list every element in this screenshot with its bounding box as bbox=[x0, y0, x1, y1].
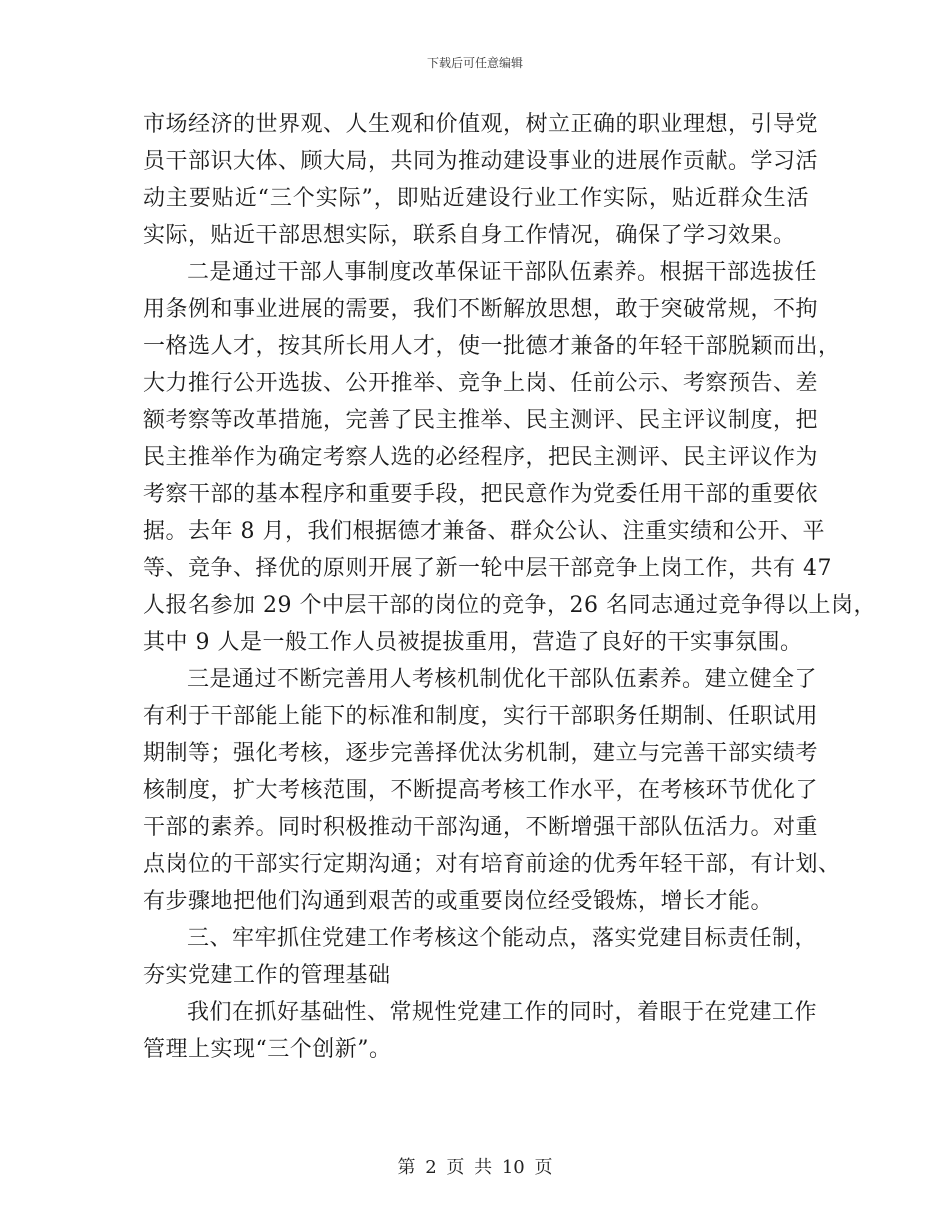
text-line: 用条例和事业进展的需要，我们不断解放思想，敢于突破常规，不拘 bbox=[143, 297, 819, 322]
page-header-note: 下载后可任意编辑 bbox=[426, 56, 523, 70]
text-line: 管理上实现“三个创新”。 bbox=[143, 1037, 392, 1062]
text-line: 我们在抓好基础性、常规性党建工作的同时，着眼于在党建工作 bbox=[187, 1000, 818, 1025]
text-line: 三、牢牢抓住党建工作考核这个能动点，落实党建目标责任制， bbox=[187, 926, 818, 951]
text-line: 有利于干部能上能下的标准和制度，实行干部职务任期制、任职试用 bbox=[143, 704, 819, 729]
text-line: 一格选人才，按其所长用人才，使一批德才兼备的年轻干部脱颖而出， bbox=[143, 334, 841, 359]
text-line: 二是通过干部人事制度改革保证干部队伍素养。根据干部选拔任 bbox=[187, 260, 818, 285]
text-line: 期制等；强化考核，逐步完善择优汰劣机制，建立与完善干部实绩考 bbox=[143, 741, 819, 766]
text-line: 三是通过不断完善用人考核机制优化干部队伍素养。建立健全了 bbox=[187, 667, 818, 692]
text-line: 人报名参加 29 个中层干部的岗位的竞争，26 名同志通过竞争得以上岗， bbox=[143, 593, 876, 618]
text-line: 额考察等改革措施，完善了民主推举、民主测评、民主评议制度，把 bbox=[143, 408, 819, 433]
text-line: 等、竞争、择优的原则开展了新一轮中层干部竞争上岗工作，共有 47 bbox=[143, 556, 832, 581]
document-body bbox=[143, 106, 876, 1068]
text-line: 有步骤地把他们沟通到艰苦的或重要岗位经受锻炼，增长才能。 bbox=[143, 889, 774, 914]
text-line: 其中 9 人是一般工作人员被提拔重用，营造了良好的干实事氛围。 bbox=[143, 630, 803, 655]
text-line: 市场经济的世界观、人生观和价值观，树立正确的职业理想，引导党 bbox=[143, 112, 819, 137]
text-line: 大力推行公开选拔、公开推举、竞争上岗、任前公示、考察预告、差 bbox=[143, 371, 819, 396]
text-line: 考察干部的基本程序和重要手段，把民意作为党委任用干部的重要依 bbox=[143, 482, 819, 507]
text-line: 实际，贴近干部思想实际，联系自身工作情况，确保了学习效果。 bbox=[143, 223, 796, 248]
text-line: 动主要贴近“三个实际”，即贴近建设行业工作实际，贴近群众生活 bbox=[143, 186, 809, 211]
text-line: 据。去年 8 月，我们根据德才兼备、群众公认、注重实绩和公开、平 bbox=[143, 519, 825, 544]
text-line: 夯实党建工作的管理基础 bbox=[143, 963, 391, 988]
text-line: 干部的素养。同时积极推动干部沟通，不断增强干部队伍活力。对重 bbox=[143, 815, 819, 840]
text-line: 员干部识大体、顾大局，共同为推动建设事业的进展作贡献。学习活 bbox=[143, 149, 819, 174]
text-line: 民主推举作为确定考察人选的必经程序，把民主测评、民主评议作为 bbox=[143, 445, 819, 470]
text-line: 核制度，扩大考核范围，不断提高考核工作水平，在考核环节优化了 bbox=[143, 778, 819, 803]
text-line: 点岗位的干部实行定期沟通；对有培育前途的优秀年轻干部，有计划、 bbox=[143, 852, 841, 877]
page-number-footer: 第 2 页 共 10 页 bbox=[397, 1157, 553, 1178]
